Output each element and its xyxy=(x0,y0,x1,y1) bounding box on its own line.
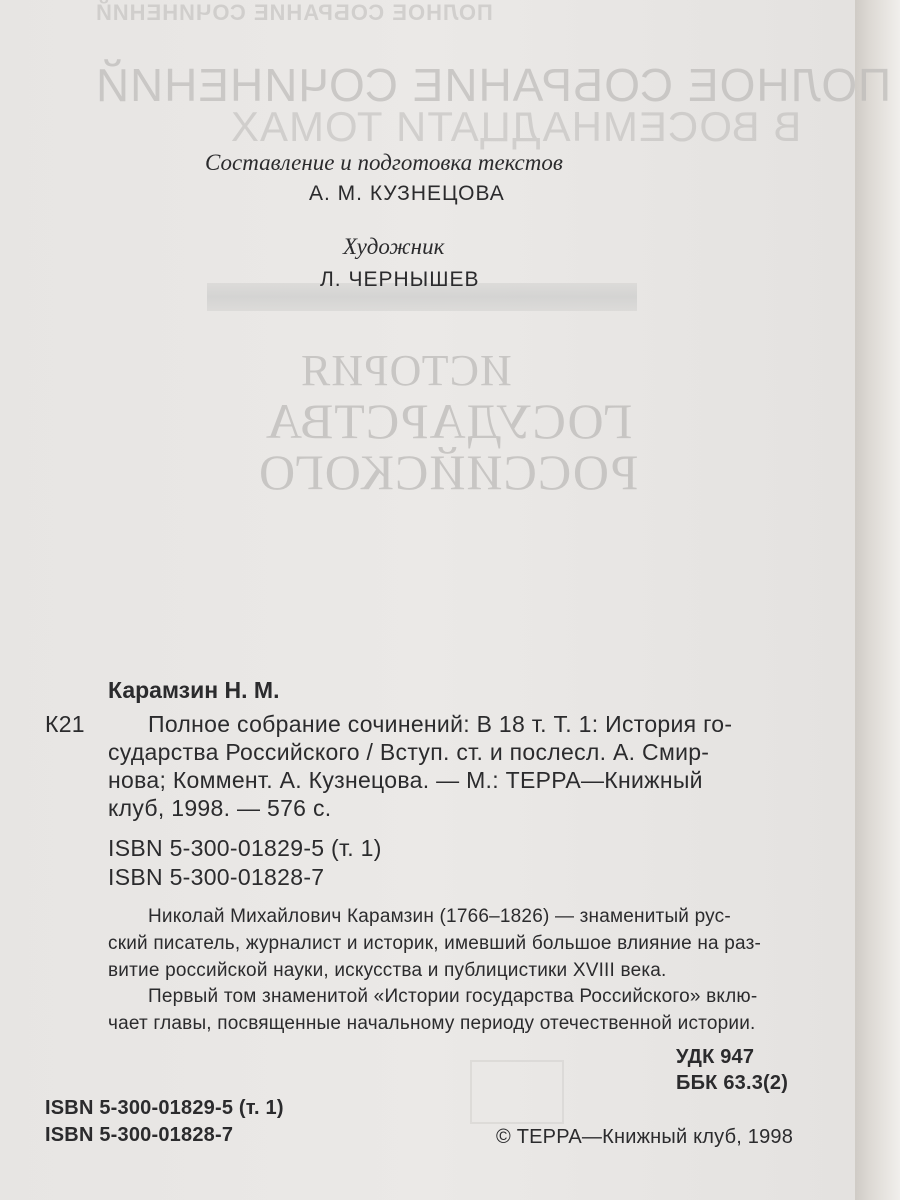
catalog-description-line: клуб, 1998. — 576 с. xyxy=(108,795,332,821)
show-through-title-line-1: ИСТОРИЯ xyxy=(300,346,512,395)
artist-role: Художник xyxy=(343,234,445,259)
catalog-code: К21 xyxy=(45,711,85,737)
abstract-line: ский писатель, журналист и историк, имевший большое влияние на раз- xyxy=(108,933,762,954)
compiler-name: А. М. КУЗНЕЦОВА xyxy=(309,182,505,205)
show-through-subheader: В ВОСЕМНАДЦАТИ ТОМАХ xyxy=(230,103,802,150)
show-through-header: ПОЛНОЕ СОБРАНИЕ СОЧИНЕНИЙ xyxy=(95,0,493,25)
bbk-code: ББК 63.3(2) xyxy=(676,1072,789,1094)
catalog-author: Карамзин Н. М. xyxy=(108,677,280,703)
catalog-description-line: Полное собрание сочинений: В 18 т. Т. 1: История го- xyxy=(148,711,733,737)
compiler-role: Составление и подготовка текстов xyxy=(205,150,563,175)
show-through-title-line-3: РОССИЙСКОГО xyxy=(258,444,639,500)
catalog-description-line: нова; Коммент. А. Кузнецова. — М.: ТЕРРА—Книжный xyxy=(108,767,703,793)
abstract-line: Николай Михайлович Карамзин (1766–1826) — знаменитый рус- xyxy=(148,906,731,927)
copyright-notice: © ТЕРРА—Книжный клуб, 1998 xyxy=(496,1126,794,1148)
footer-isbn-set: ISBN 5-300-01828-7 xyxy=(45,1124,234,1146)
artist-name: Л. ЧЕРНЫШЕВ xyxy=(320,268,480,291)
abstract-line: Первый том знаменитой «Истории государства Российского» вклю- xyxy=(148,986,758,1007)
udk-code: УДК 947 xyxy=(676,1046,755,1068)
abstract-line: чает главы, посвященные начальному периоду отечественной истории. xyxy=(108,1013,756,1034)
catalog-isbn-set: ISBN 5-300-01828-7 xyxy=(108,864,325,890)
catalog-description-line: сударства Российского / Вступ. ст. и послесл. А. Смир- xyxy=(108,739,710,765)
show-through-header-large: ПОЛНОЕ СОБРАНИЕ СОЧИНЕНИЙ xyxy=(95,59,892,111)
abstract-line: витие российской науки, искусства и публицистики XVIII века. xyxy=(108,960,667,981)
footer-isbn-volume: ISBN 5-300-01829-5 (т. 1) xyxy=(45,1097,284,1119)
show-through-title-line-2: ГОСУДАРСТВА xyxy=(265,393,633,449)
page-edge xyxy=(855,0,900,1200)
catalog-isbn-volume: ISBN 5-300-01829-5 (т. 1) xyxy=(108,835,382,861)
show-through-publisher-mark xyxy=(470,1060,564,1124)
